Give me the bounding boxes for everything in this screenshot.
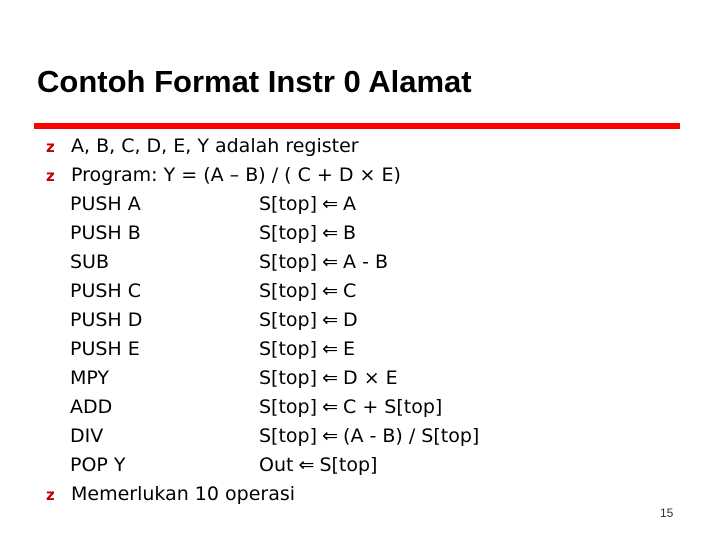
step-row: [46, 219, 686, 248]
step-expression: A: [343, 193, 357, 215]
step-operation: PUSH C: [70, 280, 142, 302]
left-arrow-icon: ⇐: [322, 396, 338, 418]
step-operation: DIV: [70, 425, 104, 447]
step-expression: C + S[top]: [343, 396, 443, 418]
step-operation: PUSH D: [70, 309, 143, 331]
step-row: [46, 364, 686, 393]
step-operation: PUSH E: [70, 338, 140, 360]
step-expression: E: [343, 338, 356, 360]
step-destination: S[top]: [259, 251, 318, 273]
left-arrow-icon: ⇐: [298, 454, 315, 476]
bullet-text: Memerlukan 10 operasi: [71, 483, 296, 505]
step-operation: SUB: [70, 251, 110, 273]
step-destination: S[top]: [259, 309, 318, 331]
step-row: [46, 335, 686, 364]
step-row: [46, 248, 686, 277]
step-destination: Out: [259, 454, 294, 476]
bullet-text: Program: Y = (A – B) / ( C + D × E): [71, 164, 401, 186]
left-arrow-icon: ⇐: [322, 222, 338, 244]
left-arrow-icon: ⇐: [322, 367, 338, 389]
step-row: [46, 422, 686, 451]
bullet-registers: [46, 132, 686, 161]
left-arrow-icon: ⇐: [322, 280, 338, 302]
step-expression: S[top]: [319, 454, 378, 476]
left-arrow-icon: ⇐: [322, 193, 338, 215]
left-arrow-icon: ⇐: [322, 338, 338, 360]
step-row: [46, 277, 686, 306]
slide-title: Contoh Format Instr 0 Alamat: [37, 64, 472, 99]
z-bullet-icon: z: [46, 486, 55, 504]
left-arrow-icon: ⇐: [322, 251, 338, 273]
title-underline: [34, 123, 680, 129]
page-number: 15: [660, 506, 674, 520]
step-destination: S[top]: [259, 193, 318, 215]
left-arrow-icon: ⇐: [322, 309, 338, 331]
bullet-program: [46, 161, 686, 190]
z-bullet-icon: z: [46, 167, 55, 185]
step-expression: D × E: [343, 367, 398, 389]
step-expression: A - B: [343, 251, 388, 273]
step-operation: MPY: [70, 367, 110, 389]
bullet-summary: [46, 480, 686, 509]
step-row: [46, 190, 686, 219]
step-destination: S[top]: [259, 367, 318, 389]
step-row: [46, 451, 686, 480]
slide-body: [46, 132, 686, 509]
step-expression: D: [343, 309, 358, 331]
bullet-text: A, B, C, D, E, Y adalah register: [71, 135, 359, 157]
step-destination: S[top]: [259, 222, 318, 244]
left-arrow-icon: ⇐: [322, 425, 338, 447]
step-destination: S[top]: [259, 280, 318, 302]
z-bullet-icon: z: [46, 138, 55, 156]
step-row: [46, 306, 686, 335]
step-destination: S[top]: [259, 396, 318, 418]
step-operation: PUSH A: [70, 193, 141, 215]
step-operation: ADD: [70, 396, 113, 418]
step-expression: (A - B) / S[top]: [343, 425, 480, 447]
step-expression: C: [343, 280, 357, 302]
step-row: [46, 393, 686, 422]
step-destination: S[top]: [259, 338, 318, 360]
step-operation: PUSH B: [70, 222, 141, 244]
step-expression: B: [343, 222, 357, 244]
step-operation: POP Y: [70, 454, 126, 476]
step-destination: S[top]: [259, 425, 318, 447]
